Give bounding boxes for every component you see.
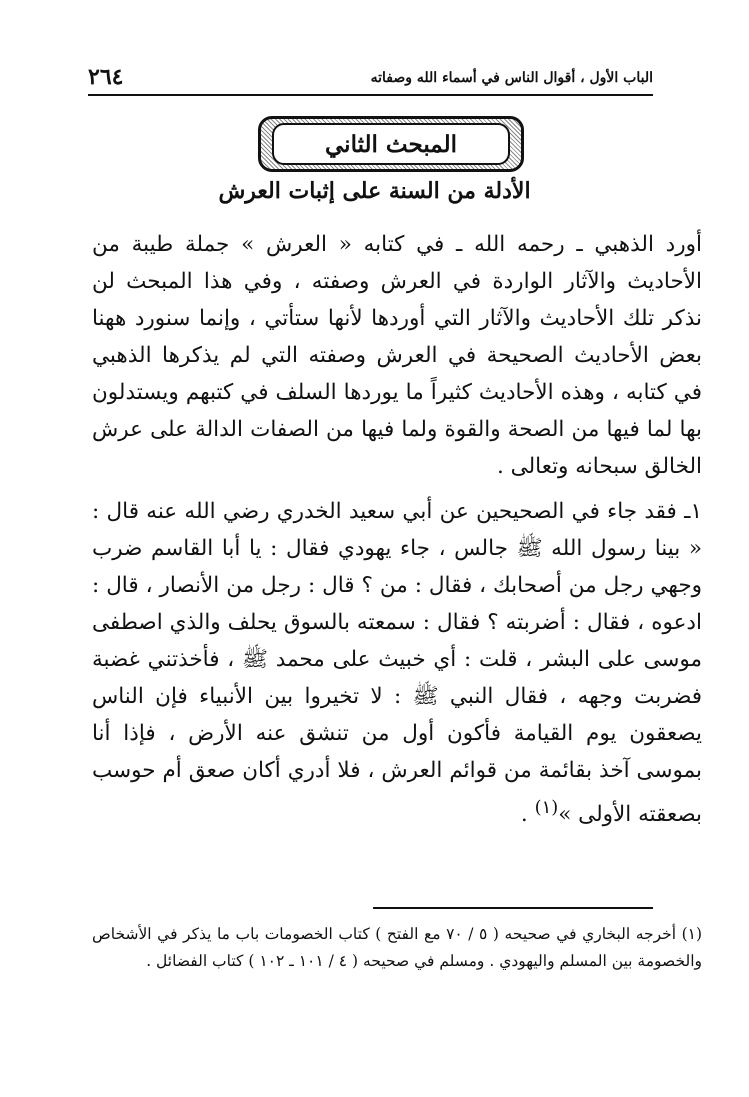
footnote-divider [373, 907, 653, 909]
footnote: (١) أخرجه البخاري في صحيحه ( ٥ / ٧٠ مع الفتح ) كتاب الخصومات باب ما يذكر في الأشخاص والخصومة بين المسلم واليهودي . ومسلم في صحيحه ( ٤ / ١٠١ ـ ١٠٢ ) كتاب الفضائل . [92, 925, 703, 970]
body-text [92, 226, 702, 833]
section-heading-frame [258, 116, 524, 172]
running-title: الباب الأول ، أقوال الناس في أسماء الله وصفاته [370, 70, 653, 86]
paragraph: أورد الذهبي ـ رحمه الله ـ في كتابه « العرش » جملة طيبة من الأحاديث والآثار الواردة في العرش وصفته ، وفي هذا المبحث لن نذكر تلك الأحاديث والآثار التي أوردها لأنها ستأتي ، وإنما سنورد ههنا بعض الأحاديث الصحيحة في العرش وصفته التي لم يذكرها الذهبي في كتابه ، وهذه الأحاديث كثيراً ما يوردها السلف في كتبهم ويستدلون بها لما فيها من الصحة والقوة ولما فيها من الصفات الدالة على عرش الخالق سبحانه وتعالى . [92, 232, 702, 479]
section-subtitle: الأدلة من السنة على إثبات العرش [218, 178, 531, 204]
section-heading: المبحث الثاني [272, 123, 510, 165]
hadith-text: ١ـ فقد جاء في الصحيحين عن أبي سعيد الخدري رضي الله عنه قال : « بينا رسول الله ﷺ جالس ، جاء يهودي فقال : يا أبا القاسم ضرب وجهي رجل من أصحابك ، فقال : من ؟ قال : رجل من الأنصار ، قال : ادعوه ، فقال : أضربته ؟ فقال : سمعته بالسوق يحلف والذي اصطفى موسى على البشر ، قلت : أي خبيث على محمد ﷺ ، فأخذتني غضبة فضربت وجهه ، فقال النبي ﷺ : لا تخيروا بين الأنبياء فإن الناس يصعقون يوم القيامة فأكون أول من تنشق عنه الأرض ، فإذا أنا بموسى آخذ بقائمة من قوائم العرش ، فلا أدري أكان صعق أم حوسب بصعقته الأولى » [92, 499, 702, 828]
paragraph [92, 493, 702, 833]
page-number: ٢٦٤ [88, 64, 124, 90]
running-header [88, 64, 653, 96]
paragraph-end: . [520, 802, 535, 828]
footnote-reference[interactable]: (١) [534, 797, 559, 818]
